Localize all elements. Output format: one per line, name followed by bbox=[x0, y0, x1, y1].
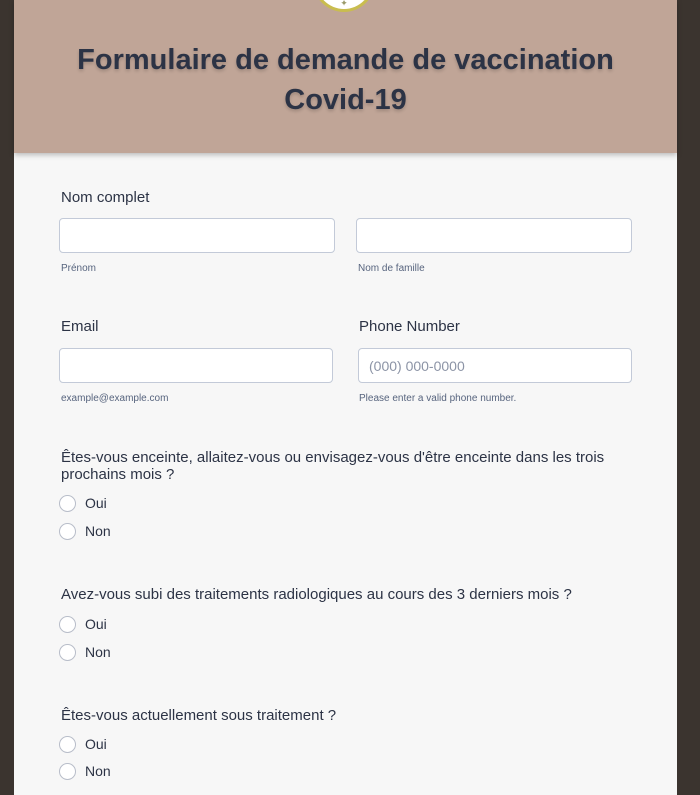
radio-button[interactable] bbox=[59, 644, 76, 661]
logo-mark-icon: ✦ bbox=[340, 0, 348, 8]
radio-button[interactable] bbox=[59, 736, 76, 753]
phone-sublabel: Please enter a valid phone number. bbox=[359, 393, 517, 404]
full-name-label: Nom complet bbox=[61, 189, 150, 206]
radio-label: Oui bbox=[85, 495, 107, 511]
last-name-input[interactable] bbox=[356, 218, 632, 253]
email-sublabel: example@example.com bbox=[61, 393, 169, 404]
form-title bbox=[14, 40, 677, 120]
question-radiology: Avez-vous subi des traitements radiologiques au cours des 3 derniers mois ? bbox=[61, 586, 572, 603]
email-label: Email bbox=[61, 318, 99, 335]
radio-label: Non bbox=[85, 763, 111, 779]
form-title-line2: Covid-19 bbox=[284, 84, 407, 116]
radio-button[interactable] bbox=[59, 523, 76, 540]
radio-option-radiology-non[interactable] bbox=[59, 642, 111, 662]
form-title-line1: Formulaire de demande de vaccination bbox=[77, 44, 614, 76]
radio-label: Non bbox=[85, 523, 111, 539]
radio-label: Oui bbox=[85, 736, 107, 752]
question-pregnancy: Êtes-vous enceinte, allaitez-vous ou envisagez-vous d'être enceinte dans les trois prochains mois ? bbox=[61, 449, 605, 483]
first-name-sublabel: Prénom bbox=[61, 263, 97, 274]
radio-label: Oui bbox=[85, 616, 107, 632]
radio-button[interactable] bbox=[59, 763, 76, 780]
first-name-input[interactable] bbox=[59, 218, 335, 253]
phone-input[interactable] bbox=[358, 348, 632, 383]
radio-button[interactable] bbox=[59, 616, 76, 633]
radio-option-treatment-oui[interactable] bbox=[59, 734, 107, 754]
last-name-sublabel: Nom de famille bbox=[358, 263, 425, 274]
radio-option-pregnancy-non[interactable] bbox=[59, 521, 111, 541]
radio-option-radiology-oui[interactable] bbox=[59, 614, 107, 634]
radio-label: Non bbox=[85, 644, 111, 660]
email-input[interactable] bbox=[59, 348, 333, 383]
radio-button[interactable] bbox=[59, 495, 76, 512]
phone-label: Phone Number bbox=[359, 318, 460, 335]
question-treatment: Êtes-vous actuellement sous traitement ? bbox=[61, 707, 337, 724]
radio-option-pregnancy-oui[interactable] bbox=[59, 493, 107, 513]
radio-option-treatment-non[interactable] bbox=[59, 761, 111, 781]
